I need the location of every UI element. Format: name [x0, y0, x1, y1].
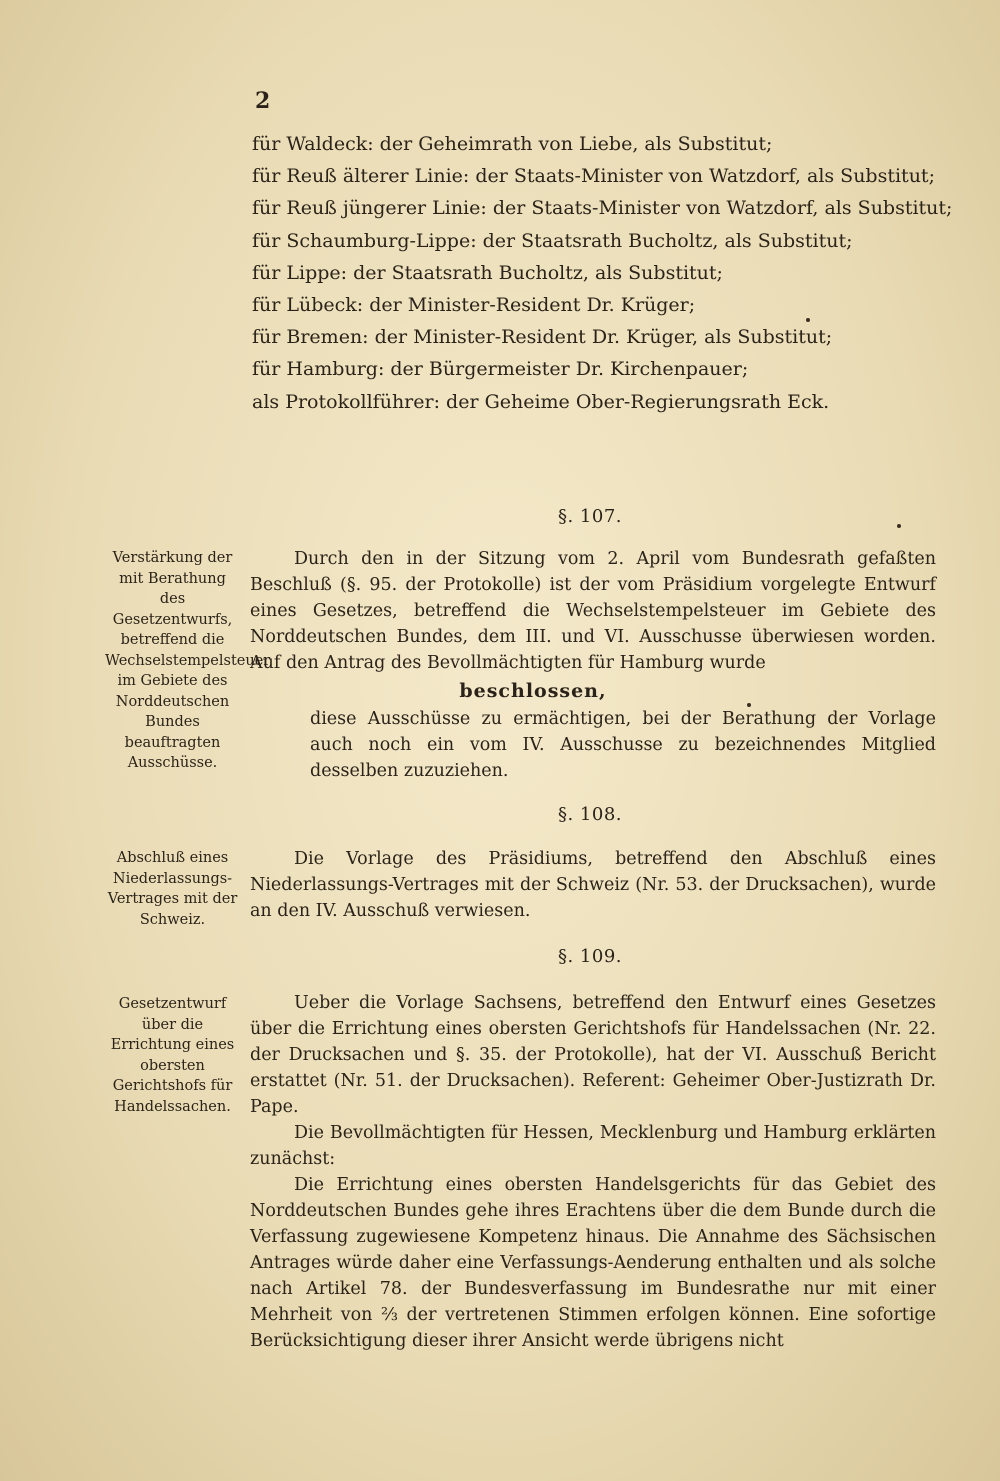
- delegate-line: für Lübeck: der Minister-Resident Dr. Krüger;: [252, 293, 696, 316]
- ink-speck: [897, 524, 901, 528]
- section-body: [250, 546, 936, 784]
- delegate-line: für Bremen: der Minister-Resident Dr. Krüger, als Substitut;: [252, 326, 833, 349]
- section-paragraph: Die Vorlage des Präsidiums, betreffend den Abschluß eines Niederlassungs-Vertrages mit der Schweiz (Nr. 53. der Drucksachen), wurde an den IV. Ausschuß verwiesen.: [250, 849, 936, 921]
- margin-note: Gesetzentwurf über die Errichtung eines obersten Gerichtshofs für Handelssachen.: [110, 996, 235, 1115]
- section-title: §. 108.: [557, 804, 623, 825]
- delegate-line: für Lippe: der Staatsrath Bucholtz, als Substitut;: [252, 261, 723, 284]
- section-title: §. 109.: [557, 946, 623, 967]
- margin-note: Abschluß eines Niederlassungs-Vertrages mit der Schweiz.: [107, 850, 238, 928]
- section-paragraph: Die Errichtung eines obersten Handelsgerichts für das Gebiet des Norddeutschen Bundes gehe ihres Erachtens über die dem Bunde durch die Verfassung zugewiesene Kompetenz hinaus. Die Annahme des Sächsischen Antrages würde daher eine Verfassungs-Aenderung enthalten und als solche nach Artikel 78. der Bundesverfassung im Bundesrathe nur mit einer Mehrheit von ⅔ der vertretenen Stimmen erfolgen können. Eine sofortige Berücksichtigung dieser ihrer Ansicht werde übrigens nicht: [250, 1175, 936, 1351]
- section-body: [250, 846, 936, 924]
- delegate-line: für Reuß jüngerer Linie: der Staats-Minister von Watzdorf, als Substitut;: [252, 197, 953, 220]
- delegate-line: für Waldeck: der Geheimrath von Liebe, als Substitut;: [252, 133, 773, 155]
- section-paragraph: Die Bevollmächtigten für Hessen, Mecklenburg und Hamburg erklärten zunächst:: [250, 1123, 936, 1169]
- margin-note: Verstärkung der mit Berathung des Gesetzentwurfs, betreffend die Wechselstempelsteuer im Gebiete des Norddeutschen Bundes beauftragten Ausschüsse.: [105, 550, 271, 771]
- ink-speck: [747, 703, 751, 707]
- delegate-line: als Protokollführer: der Geheime Ober-Regierungsrath Eck.: [252, 390, 830, 413]
- section-title: §. 107.: [557, 506, 623, 527]
- section-body: [250, 990, 936, 1354]
- resolved-heading: beschlossen,: [459, 680, 607, 702]
- delegate-line: für Schaumburg-Lippe: der Staatsrath Bucholtz, als Substitut;: [252, 229, 853, 252]
- delegate-list: [252, 128, 952, 418]
- delegate-line: für Reuß älterer Linie: der Staats-Minister von Watzdorf, als Substitut;: [252, 165, 935, 188]
- ink-speck: [806, 318, 810, 322]
- section-paragraph: Ueber die Vorlage Sachsens, betreffend den Entwurf eines Gesetzes über die Errichtung eines obersten Gerichtshofs für Handelssachen (Nr. 22. der Drucksachen und §. 35. der Protokolle), hat der VI. Ausschuß Bericht erstattet (Nr. 51. der Drucksachen). Referent: Geheimer Ober-Justizrath Dr. Pape.: [250, 993, 936, 1117]
- delegate-line: für Hamburg: der Bürgermeister Dr. Kirchenpauer;: [252, 358, 749, 381]
- page-number: 2: [255, 88, 272, 114]
- section-paragraph: Durch den in der Sitzung vom 2. April vom Bundesrath gefaßten Beschluß (§. 95. der Protokolle) ist der vom Präsidium vorgelegte Entwurf eines Gesetzes, betreffend die Wechselstempelsteuer im Gebiete des Norddeutschen Bundes, dem III. und VI. Ausschusse überwiesen worden. Auf den Antrag des Bevollmächtigten für Hamburg wurde: [250, 549, 936, 673]
- resolution-text: diese Ausschüsse zu ermächtigen, bei der Berathung der Vorlage auch noch ein vom IV. Ausschusse zu bezeichnendes Mitglied desselben zuzuziehen.: [310, 709, 936, 781]
